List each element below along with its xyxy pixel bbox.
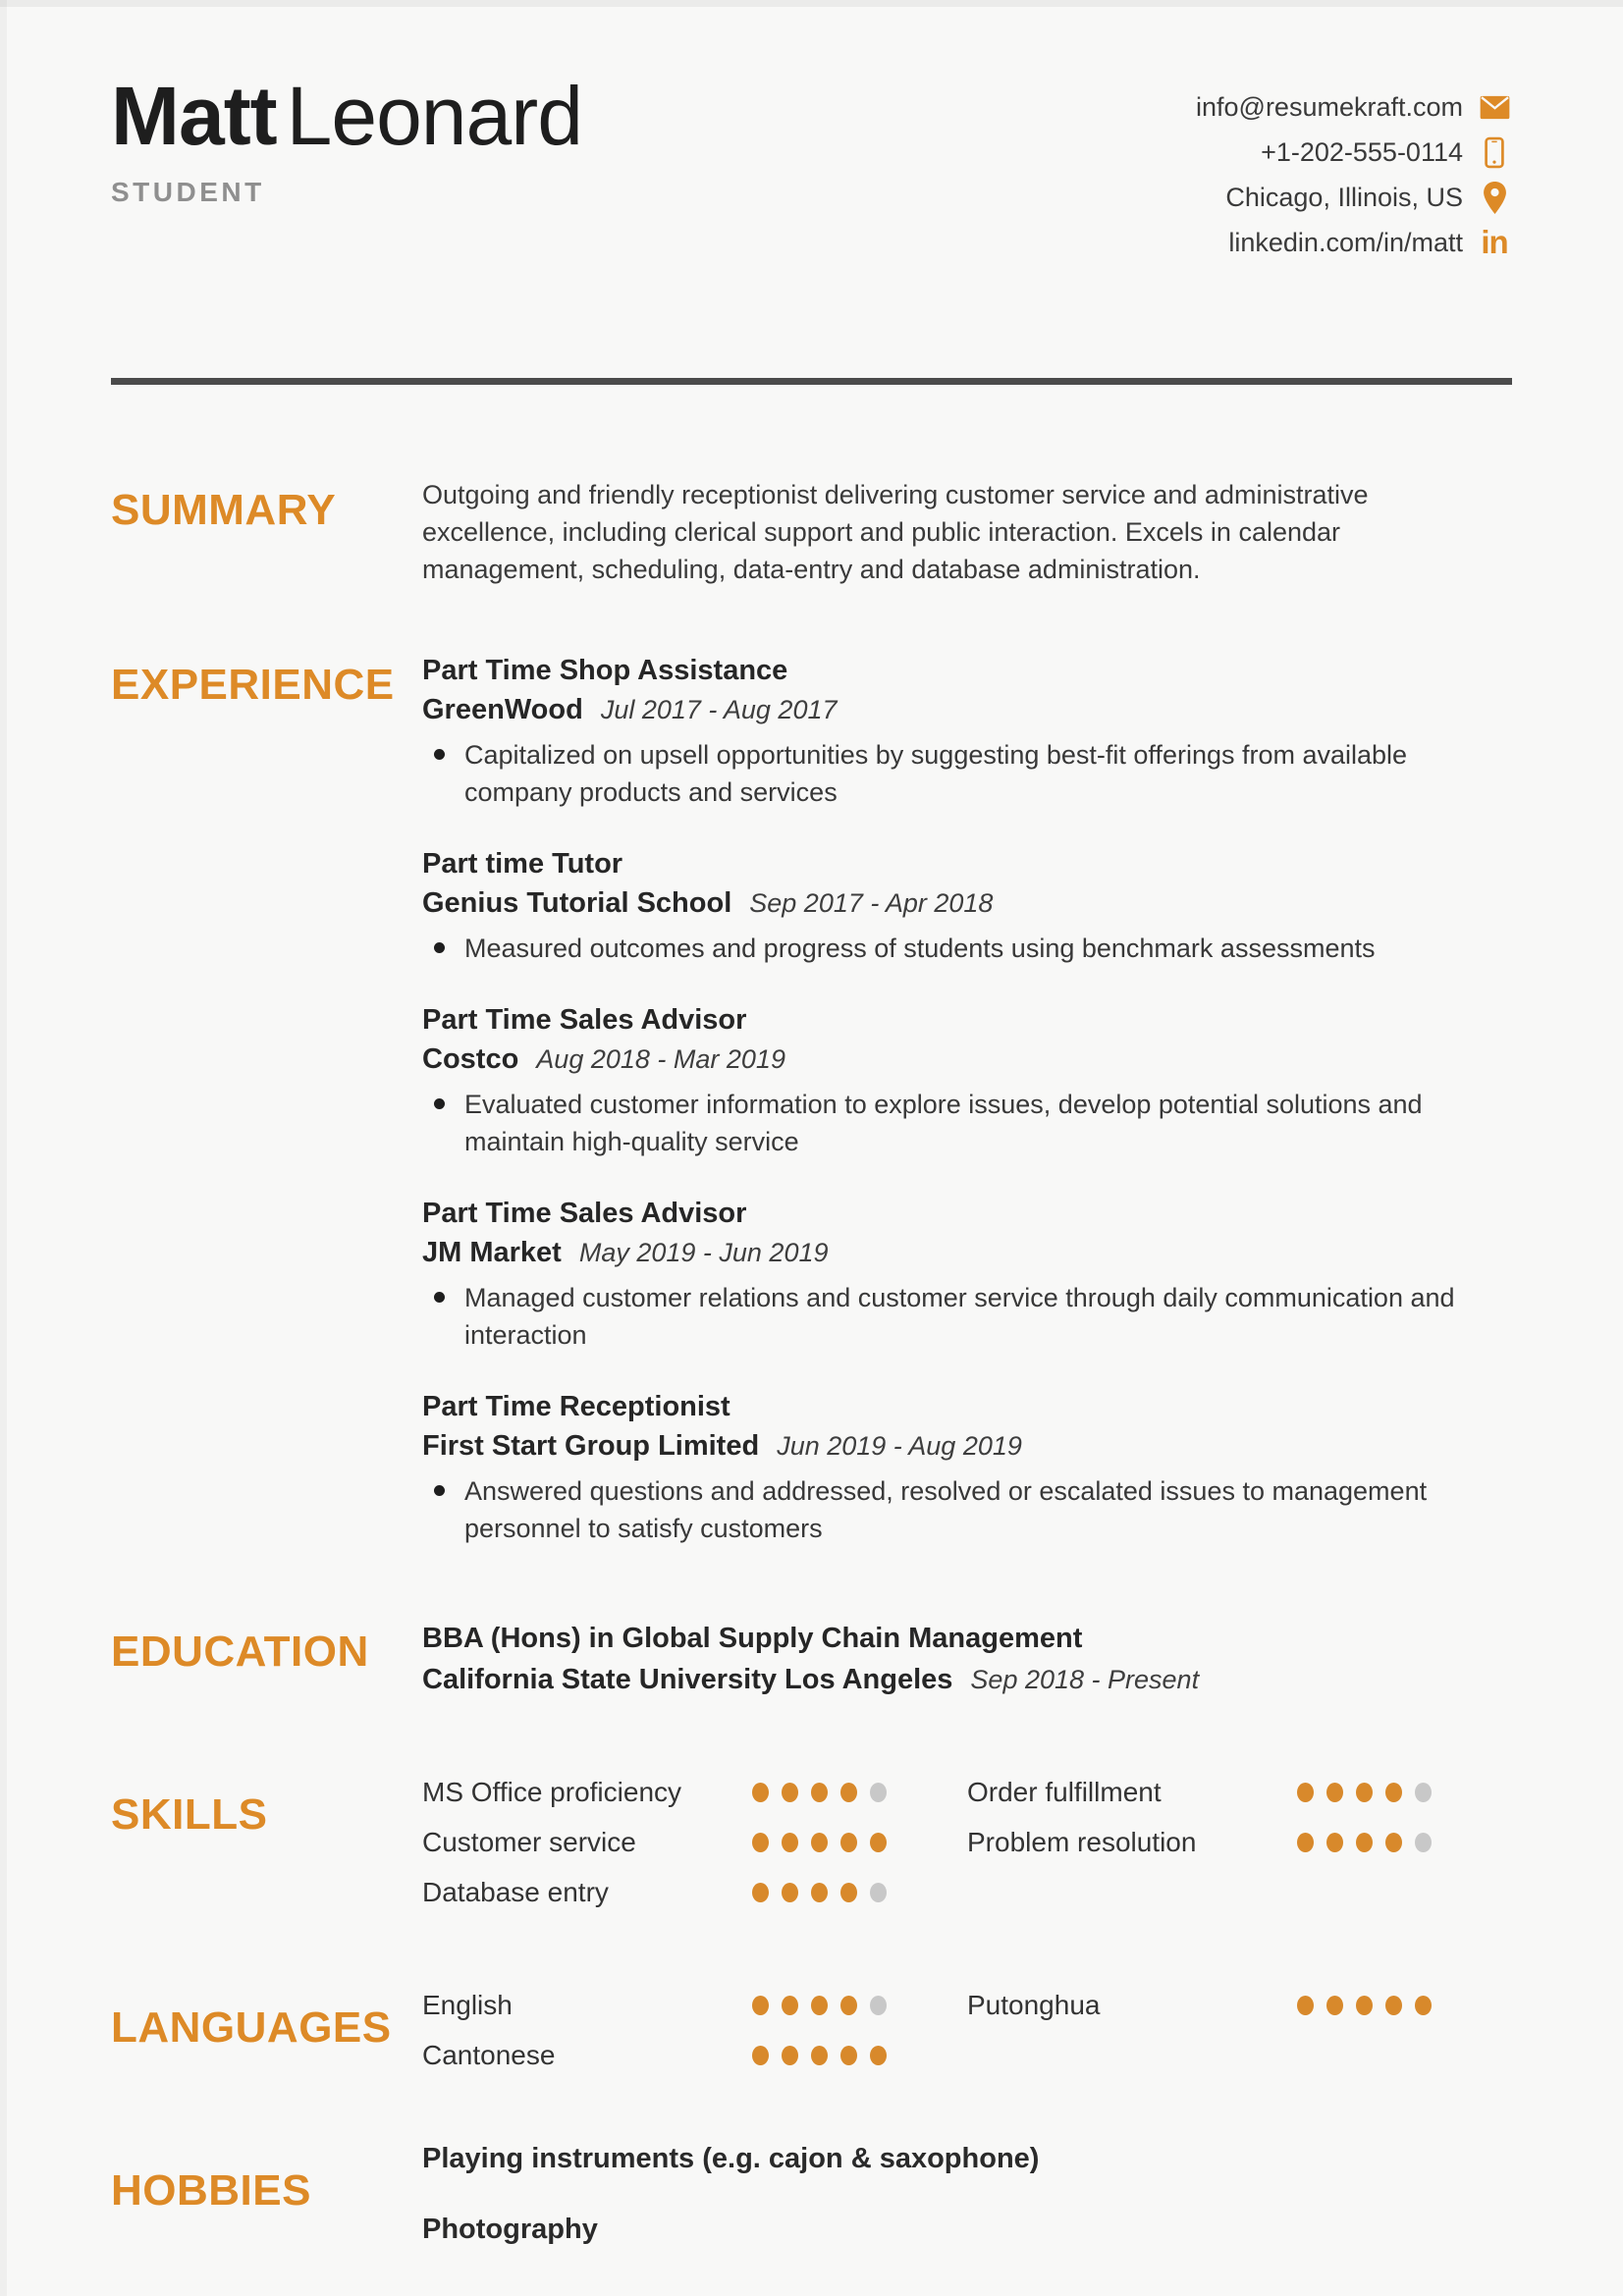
section-experience: [0, 651, 1623, 1547]
section-summary: [0, 476, 1623, 588]
header-divider: [111, 378, 1512, 385]
experience-heading: EXPERIENCE: [111, 661, 395, 709]
skill-dot: [782, 1783, 798, 1802]
language-dot: [752, 2046, 769, 2065]
skill-row: [967, 1817, 1512, 1867]
hobbies-list: [422, 2143, 1512, 2245]
language-row: [967, 1980, 1512, 2030]
skill-dot: [811, 1883, 828, 1902]
job-title: Part Time Sales Advisor: [422, 1004, 747, 1036]
skill-dots: [1297, 1783, 1432, 1802]
education-heading: EDUCATION: [111, 1628, 369, 1676]
job-dates: Aug 2018 - Mar 2019: [536, 1044, 785, 1074]
job-company-line: [422, 1426, 1512, 1470]
language-dots: [752, 1996, 887, 2015]
language-dot: [811, 2046, 828, 2065]
section-education: [0, 1618, 1623, 1700]
job-entry: [422, 651, 1512, 811]
bullet-item: [422, 736, 1478, 811]
language-dot: [782, 2046, 798, 2065]
language-row: [422, 2030, 967, 2080]
contact-text: +1-202-555-0114: [1261, 136, 1463, 167]
skill-row: [967, 1767, 1512, 1817]
skill-dot: [1385, 1783, 1402, 1802]
contact-list: [1196, 84, 1512, 265]
skills-column-right: [967, 1767, 1512, 1917]
linkedin-glyph: in: [1481, 224, 1508, 260]
languages-column-left: [422, 1980, 967, 2080]
skill-dot: [1326, 1833, 1343, 1852]
education-entry: [422, 1618, 1512, 1700]
skill-dot: [1356, 1783, 1373, 1802]
skill-dots: [1297, 1833, 1432, 1852]
bullet-text: Answered questions and addressed, resolved or escalated issues to management personnel to satisfy customers: [464, 1476, 1428, 1543]
skill-label: Customer service: [422, 1826, 636, 1857]
bullet-item: [422, 1279, 1478, 1354]
language-row: [422, 1980, 967, 2030]
bullet-item: [422, 1472, 1478, 1547]
language-dot: [1415, 1996, 1432, 2015]
job-title: Part Time Shop Assistance: [422, 655, 788, 686]
skill-dot: [1356, 1833, 1373, 1852]
language-dots: [752, 2046, 887, 2065]
header: [0, 0, 1623, 265]
job-bullets: [422, 736, 1512, 811]
language-dot: [811, 1996, 828, 2015]
language-dot: [1326, 1996, 1343, 2015]
job-title: Part time Tutor: [422, 848, 623, 880]
skill-dot: [782, 1833, 798, 1852]
skill-dot: [1297, 1833, 1314, 1852]
language-dot: [782, 1996, 798, 2015]
job-title: Part Time Sales Advisor: [422, 1198, 747, 1229]
skill-dot: [1415, 1833, 1432, 1852]
contact-text: info@resumekraft.com: [1196, 91, 1463, 122]
job-entry: [422, 1000, 1512, 1160]
job-dates: Jul 2017 - Aug 2017: [600, 695, 838, 724]
contact-text: linkedin.com/in/matt: [1228, 227, 1463, 257]
education-school-line: [422, 1659, 1512, 1700]
skill-dot: [840, 1783, 857, 1802]
skill-dot: [870, 1783, 887, 1802]
languages-column-right: [967, 1980, 1512, 2080]
bullet-item: [422, 930, 1478, 967]
language-dot: [870, 2046, 887, 2065]
summary-heading: SUMMARY: [111, 486, 337, 534]
job-dates: Sep 2017 - Apr 2018: [749, 888, 994, 918]
section-hobbies: [0, 2143, 1623, 2245]
education-degree: BBA (Hons) in Global Supply Chain Management: [422, 1623, 1083, 1654]
job-company: JM Market: [422, 1237, 562, 1268]
hobby-item: Playing instruments (e.g. cajon & saxophone): [422, 2143, 1040, 2174]
job-title: Part Time Receptionist: [422, 1391, 730, 1422]
job-entry: [422, 844, 1512, 967]
skill-dot: [870, 1833, 887, 1852]
skills-heading: SKILLS: [111, 1790, 268, 1839]
job-bullets: [422, 1472, 1512, 1547]
skills-columns: [422, 1767, 1512, 1917]
skill-dot: [840, 1833, 857, 1852]
job-company: GreenWood: [422, 694, 583, 725]
experience-jobs: [422, 651, 1512, 1547]
bullet-item: [422, 1086, 1478, 1160]
summary-text: Outgoing and friendly receptionist delivering customer service and administrative excellence, including clerical support and public interaction. Excels in calendar management, scheduling, data-entry and database administration.: [422, 480, 1369, 584]
education-dates: Sep 2018 - Present: [970, 1665, 1200, 1694]
skill-dots: [752, 1883, 887, 1902]
job-bullets: [422, 1279, 1512, 1354]
language-dots: [1297, 1996, 1432, 2015]
skills-column-left: [422, 1767, 967, 1917]
skill-label: Order fulfillment: [967, 1776, 1162, 1807]
bullet-text: Measured outcomes and progress of students using benchmark assessments: [464, 934, 1376, 963]
languages-heading: LANGUAGES: [111, 2003, 392, 2052]
job-company: First Start Group Limited: [422, 1430, 760, 1462]
envelope-icon: [1477, 95, 1512, 120]
job-company-line: [422, 690, 1512, 734]
bullet-text: Capitalized on upsell opportunities by suggesting best-fit offerings from available company products and services: [464, 740, 1408, 807]
language-dot: [752, 1996, 769, 2015]
language-label: Cantonese: [422, 2039, 556, 2070]
skill-dots: [752, 1783, 887, 1802]
job-dates: Jun 2019 - Aug 2019: [777, 1431, 1022, 1461]
job-company-line: [422, 1040, 1512, 1084]
language-dot: [1297, 1996, 1314, 2015]
skill-label: Problem resolution: [967, 1826, 1197, 1857]
skill-label: MS Office proficiency: [422, 1776, 682, 1807]
bullet-marker-icon: [434, 1098, 445, 1109]
skill-label: Database entry: [422, 1876, 609, 1907]
phone-icon: [1477, 136, 1512, 169]
language-dot: [870, 1996, 887, 2015]
bullet-text: Evaluated customer information to explore issues, develop potential solutions and maintain high-quality service: [464, 1090, 1423, 1156]
skill-dot: [1415, 1783, 1432, 1802]
skill-dot: [1326, 1783, 1343, 1802]
skill-dot: [1297, 1783, 1314, 1802]
language-label: English: [422, 1989, 513, 2020]
role-title: STUDENT: [111, 177, 265, 207]
skill-dot: [1385, 1833, 1402, 1852]
language-dot: [840, 2046, 857, 2065]
section-skills: [0, 1767, 1623, 1917]
language-label: Putonghua: [967, 1989, 1101, 2020]
skill-row: [422, 1817, 967, 1867]
hobbies-heading: HOBBIES: [111, 2166, 311, 2215]
contact-row: [1196, 130, 1512, 175]
language-dot: [1385, 1996, 1402, 2015]
linkedin-icon: [1477, 224, 1512, 260]
skill-dot: [752, 1783, 769, 1802]
skill-row: [422, 1767, 967, 1817]
contact-text: Chicago, Illinois, US: [1225, 182, 1463, 212]
job-company-line: [422, 883, 1512, 928]
contact-row: [1196, 220, 1512, 265]
language-dot: [840, 1996, 857, 2015]
bullet-marker-icon: [434, 942, 445, 953]
job-entry: [422, 1194, 1512, 1354]
bullet-marker-icon: [434, 1485, 445, 1496]
contact-row: [1196, 175, 1512, 220]
job-company: Genius Tutorial School: [422, 887, 732, 919]
person-name: [111, 71, 582, 161]
bullet-text: Managed customer relations and customer service through daily communication and interaction: [464, 1283, 1455, 1350]
hobby-item: Photography: [422, 2214, 598, 2245]
language-dot: [1356, 1996, 1373, 2015]
bullet-marker-icon: [434, 1292, 445, 1303]
skill-dot: [870, 1883, 887, 1902]
skill-row: [422, 1867, 967, 1917]
job-bullets: [422, 930, 1512, 967]
contact-row: [1196, 84, 1512, 130]
job-entry: [422, 1387, 1512, 1547]
skill-dot: [840, 1883, 857, 1902]
job-company: Costco: [422, 1043, 519, 1075]
first-name: Matt: [111, 70, 277, 162]
job-dates: May 2019 - Jun 2019: [578, 1238, 829, 1267]
skill-dot: [752, 1833, 769, 1852]
skill-dot: [811, 1783, 828, 1802]
bullet-marker-icon: [434, 749, 445, 760]
languages-columns: [422, 1980, 1512, 2080]
location-icon: [1477, 182, 1512, 214]
skill-dots: [752, 1833, 887, 1852]
job-company-line: [422, 1233, 1512, 1277]
job-bullets: [422, 1086, 1512, 1160]
section-languages: [0, 1980, 1623, 2080]
identity-block: [111, 71, 582, 208]
education-school: California State University Los Angeles: [422, 1664, 953, 1695]
skill-dot: [752, 1883, 769, 1902]
last-name: Leonard: [286, 70, 582, 162]
skill-dot: [782, 1883, 798, 1902]
skill-dot: [811, 1833, 828, 1852]
